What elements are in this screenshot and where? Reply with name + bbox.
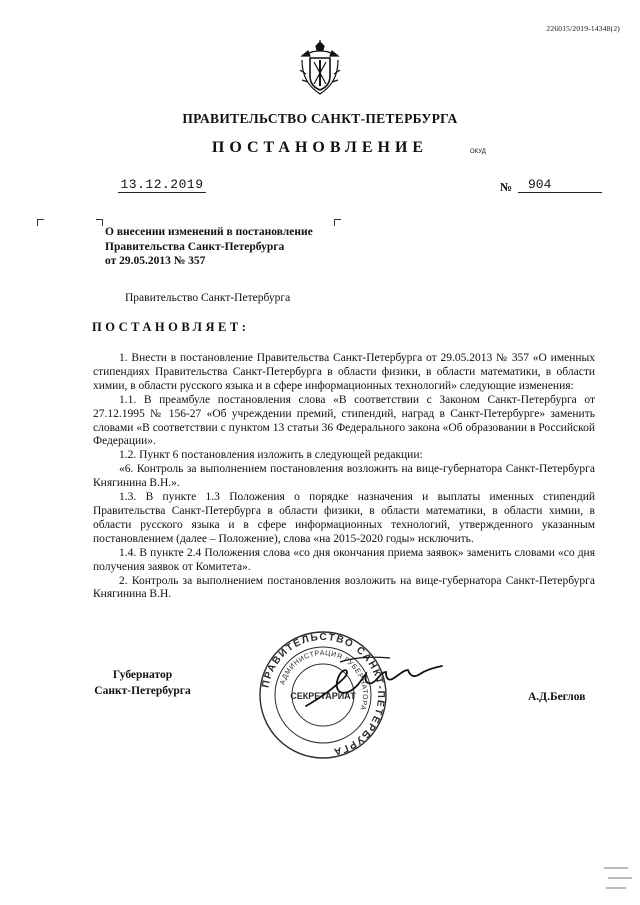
document-number: 904 xyxy=(518,177,602,193)
signatory-title-line: Санкт-Петербурга xyxy=(94,684,191,697)
body-paragraph: 1.4. В пункте 2.4 Положения слова «со дня окончания приема заявок» заменить словами «со дня получения заявок от Комитета». xyxy=(93,546,595,573)
subject-line: Правительства Санкт-Петербурга xyxy=(105,240,285,253)
seal-center-text: СЕКРЕТАРИАТ xyxy=(290,691,356,701)
okud-label: ОКУД xyxy=(470,149,486,155)
seal-outer-text: ПРАВИТЕЛЬСТВО САНКТ-ПЕТЕРБУРГА xyxy=(260,631,387,758)
body-paragraph: 1.1. В преамбуле постановления слова «В соответствии с Законом Санкт-Петербурга от 27.12.1995 № 156-27 «Об учреждении премий, стипендий, наград в Санкт-Петербурге» заменить словами «В соответствии с пунктом 13 статьи 36 Федерального закона «Об образовании в Российской Федерации». xyxy=(93,393,595,448)
resolves-heading: ПОСТАНОВЛЯЕТ: xyxy=(92,320,250,334)
margin-marks-icon xyxy=(598,862,634,892)
corner-bracket xyxy=(37,219,44,226)
corner-bracket xyxy=(334,219,341,226)
signatory-title xyxy=(85,668,200,699)
seal-inner-text: АДМИНИСТРАЦИЯ ГУБЕРНАТОРА xyxy=(279,649,369,712)
document-subject xyxy=(105,225,313,269)
government-heading: ПРАВИТЕЛЬСТВО САНКТ-ПЕТЕРБУРГА xyxy=(182,111,458,126)
body-paragraph: «6. Контроль за выполнением постановления возложить на вице-губернатора Санкт-Петербурга Княгинина В.Н.». xyxy=(93,463,595,490)
signatory-name: А.Д.Беглов xyxy=(528,691,586,703)
subject-line: от 29.05.2013 № 357 xyxy=(105,255,206,267)
body-paragraph: 1. Внести в постановление Правительства Санкт-Петербурга от 29.05.2013 № 357 «О именных стипендиях Правительства Санкт-Петербурга в области физики, в области математики, в области химии, в области русского языка и в сфере информационных технологий» следующие изменения: xyxy=(93,352,595,392)
body-paragraph: 2. Контроль за выполнением постановления возложить на вице-губернатора Санкт-Петербурга Княгинина В.Н. xyxy=(93,574,595,601)
subject-line: О внесении изменений в постановление xyxy=(105,226,313,238)
body-paragraph: 1.2. Пункт 6 постановления изложить в следующей редакции: xyxy=(119,449,423,462)
document-body xyxy=(93,352,595,602)
handwritten-signature-icon xyxy=(300,648,450,718)
document-date: 13.12.2019 xyxy=(118,177,206,193)
number-label: № xyxy=(500,180,513,194)
body-paragraph: 1.3. В пункте 1.3 Положения о порядке назначения и выплаты именных стипендий Правительства Санкт-Петербурга в области физики, в области математики, в области химии, в области русского языка и в сфере информационных технологий, утвержденного указанным постановлением (далее – Положение), слова «на 2015-2020 годы» исключить. xyxy=(93,491,595,545)
coat-of-arms-icon xyxy=(298,40,342,96)
signatory-title-line: Губернатор xyxy=(112,669,173,681)
document-type-title: ПОСТАНОВЛЕНИЕ xyxy=(211,139,429,156)
document-id: 226015/2019-14348(2) xyxy=(546,24,620,33)
issuer-text: Правительство Санкт-Петербурга xyxy=(125,292,291,304)
corner-bracket xyxy=(96,219,103,226)
